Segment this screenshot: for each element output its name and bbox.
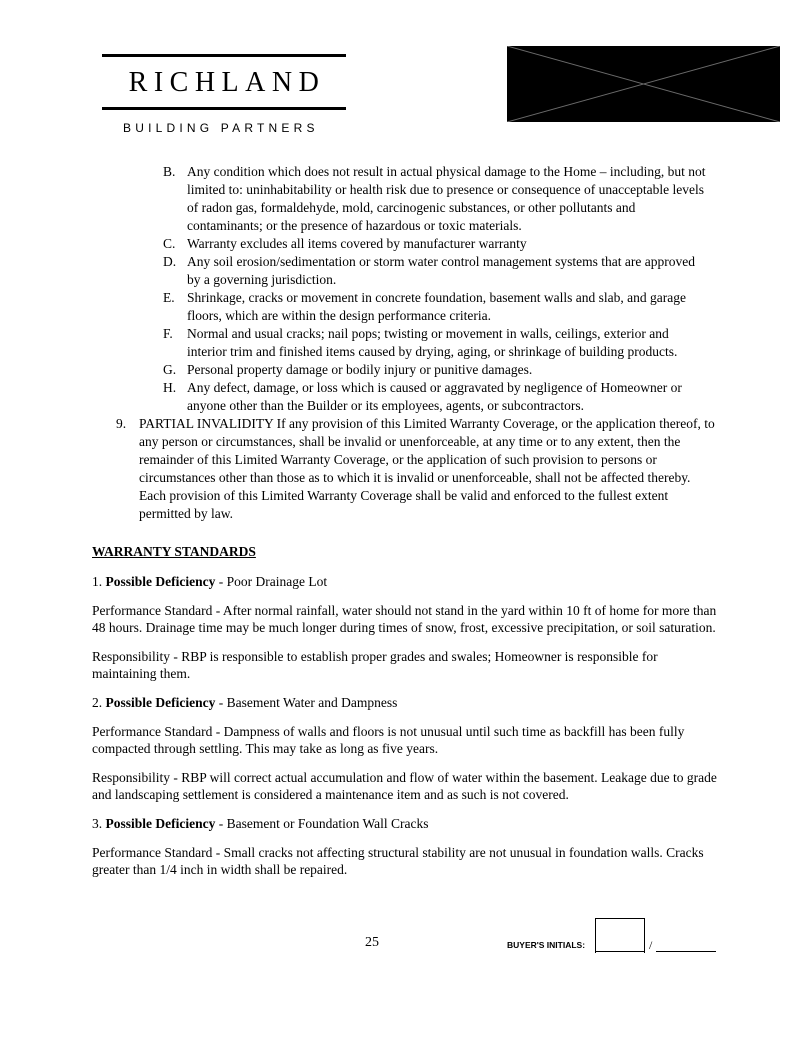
clause-number: 9. xyxy=(116,416,127,431)
deficiency-number: 3. xyxy=(92,816,103,831)
list-item xyxy=(0,289,709,325)
performance-standard: Performance Standard - Dampness of walls and floors is not unusual until such time as backfill has been fully compacted through settling. This may take as long as five years. xyxy=(92,724,685,756)
list-item xyxy=(0,163,709,235)
warranty-standards-body xyxy=(92,573,717,878)
company-logo xyxy=(102,54,346,135)
initials-box-baseline xyxy=(595,951,645,952)
list-item xyxy=(0,235,709,253)
responsibility: Responsibility - RBP is responsible to establish proper grades and swales; Homeowner is responsible for maintaining them. xyxy=(92,649,658,681)
list-item-text: Warranty excludes all items covered by manufacturer warranty xyxy=(187,236,527,251)
list-item-text: Shrinkage, cracks or movement in concrete foundation, basement walls and slab, and garage floors, which are within the design performance criteria. xyxy=(187,290,686,323)
clause-text: PARTIAL INVALIDITY If any provision of this Limited Warranty Coverage, or the application thereof, to any person or circumstances, shall be invalid or unenforceable, at any time or to any extent, then the remainder of this Limited Warranty Coverage, or the application of such provision to persons or circumstances other than those as to which it is invalid or unenforceable, shall not be affected thereby. Each provision of this Limited Warranty Coverage shall be valid and enforced to the fullest extent permitted by law. xyxy=(139,416,715,521)
responsibility: Responsibility - RBP will correct actual accumulation and flow of water within the basement. Leakage due to grade and landscaping settlement is considered a maintenance item and as such is not covered. xyxy=(92,770,717,802)
deficiency-name: Basement or Foundation Wall Cracks xyxy=(226,816,429,831)
redacted-image-placeholder xyxy=(507,46,780,122)
deficiency-name: Poor Drainage Lot xyxy=(226,574,328,589)
list-item-text: Any defect, damage, or loss which is caused or aggravated by negligence of Homeowner or anyone other than the Builder or its employees, agents, or subcontractors. xyxy=(187,380,682,413)
list-item xyxy=(0,361,709,379)
deficiency-name: Basement Water and Dampness xyxy=(226,695,398,710)
list-item-text: Personal property damage or bodily injury or punitive damages. xyxy=(187,362,533,377)
list-marker: D. xyxy=(163,254,177,269)
buyer-initials-label: BUYER'S INITIALS: xyxy=(507,940,586,950)
partial-invalidity-clause xyxy=(0,415,717,523)
list-marker: B. xyxy=(163,164,176,179)
deficiency-label: Possible Deficiency xyxy=(105,695,216,710)
deficiency-heading: 2. Possible Deficiency - Basement Water and Dampness xyxy=(92,695,398,710)
logo-company-name: RICHLAND xyxy=(128,67,326,98)
list-marker: H. xyxy=(163,380,177,395)
list-marker: E. xyxy=(163,290,175,305)
page-content xyxy=(0,163,811,878)
list-marker: F. xyxy=(163,326,173,341)
deficiency-label: Possible Deficiency xyxy=(105,816,216,831)
co-buyer-initials-line[interactable] xyxy=(656,951,716,952)
list-item xyxy=(0,325,709,361)
performance-standard: Performance Standard - After normal rainfall, water should not stand in the yard within 10 ft of home for more than 48 hours. Drainage time may be much longer during times of snow, frost, excessive precipitation, or soil saturation. xyxy=(92,603,717,635)
deficiency-number: 2. xyxy=(92,695,103,710)
list-item-text: Any soil erosion/sedimentation or storm water control management systems that are approved by a governing jurisdiction. xyxy=(187,254,695,287)
deficiency-heading: 1. Possible Deficiency - Poor Drainage Lot xyxy=(92,574,328,589)
page-number: 25 xyxy=(365,935,379,950)
deficiency-number: 1. xyxy=(92,574,103,589)
deficiency-label: Possible Deficiency xyxy=(105,574,216,589)
logo-bottom-rule xyxy=(102,107,346,110)
performance-standard: Performance Standard - Small cracks not affecting structural stability are not unusual in foundation walls. Cracks greater than 1/4 inch in width shall be repaired. xyxy=(92,845,704,877)
list-marker: G. xyxy=(163,362,177,377)
list-item-text: Any condition which does not result in actual physical damage to the Home – including, but not limited to: uninhabitability or health risk due to presence or consequence of unacceptable levels of radon gas, formaldehyde, mold, carcinogenic substances, or other pollutants and contaminants; or the presence of hazardous or toxic materials. xyxy=(187,164,706,233)
initials-separator: / xyxy=(649,938,653,952)
logo-company-subtitle: BUILDING PARTNERS xyxy=(123,121,319,135)
list-item xyxy=(0,379,709,415)
section-title: WARRANTY STANDARDS xyxy=(92,544,256,559)
list-item-text: Normal and usual cracks; nail pops; twisting or movement in walls, ceilings, exterior and interior trim and finished items caused by drying, aging, or shrinkage of building products. xyxy=(187,326,678,359)
deficiency-heading: 3. Possible Deficiency - Basement or Foundation Wall Cracks xyxy=(92,816,429,831)
exclusions-list xyxy=(0,163,811,415)
buyer-initials-box[interactable] xyxy=(595,918,645,953)
list-item xyxy=(0,253,709,289)
list-marker: C. xyxy=(163,236,176,251)
placeholder-cross-icon xyxy=(507,46,780,122)
